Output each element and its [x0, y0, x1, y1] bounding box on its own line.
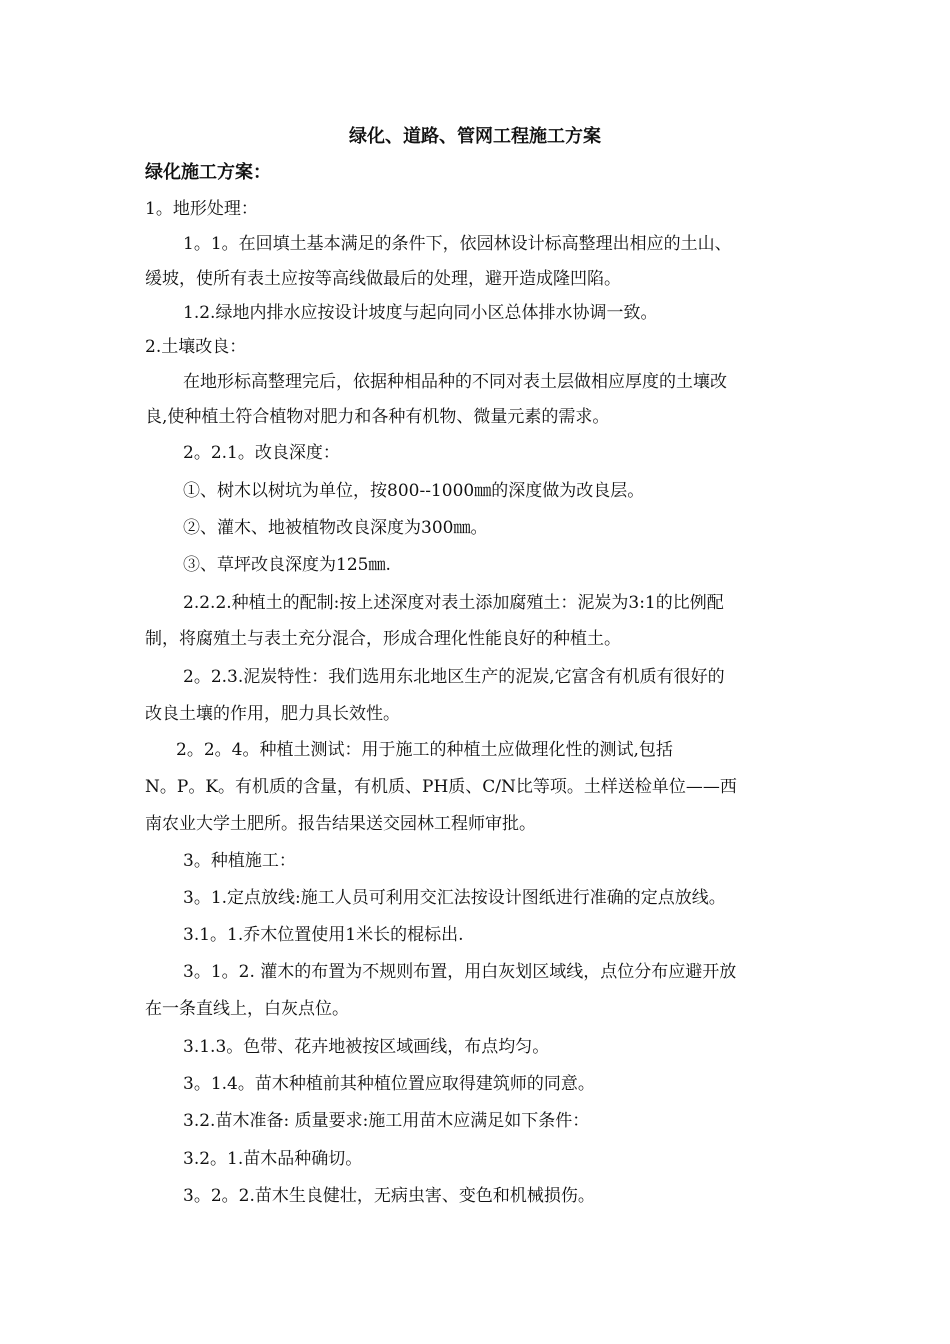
text-line: N。P。K。有机质的含量，有机质、PH质、C/N比等项。土样送检单位——西 [145, 777, 737, 797]
section-heading: 绿化施工方案： [145, 162, 271, 183]
text-line: 2.土壤改良： [145, 337, 247, 357]
text-line: 3。种植施工： [183, 851, 296, 871]
text-line: 3.2。1.苗木品种确切。 [183, 1149, 363, 1169]
text-line: 2.2.2.种植土的配制:按上述深度对表土添加腐殖土：泥炭为3:1的比例配 [183, 593, 724, 613]
text-line: 3。1.定点放线:施工人员可利用交汇法按设计图纸进行准确的定点放线。 [183, 888, 726, 908]
text-line: 缓坡，使所有表土应按等高线做最后的处理，避开造成隆凹陷。 [145, 269, 621, 289]
text-line: 在一条直线上，白灰点位。 [145, 999, 349, 1019]
text-line: 1。1。在回填土基本满足的条件下，依园林设计标高整理出相应的土山、 [183, 234, 732, 254]
text-line: 3.1.3。色带、花卉地被按区域画线，布点均匀。 [183, 1037, 550, 1057]
text-line: 3。1.4。苗木种植前其种植位置应取得建筑师的同意。 [183, 1074, 595, 1094]
text-line: 制，将腐殖土与表土充分混合，形成合理化性能良好的种植土。 [145, 629, 621, 649]
text-line: 1。地形处理： [145, 199, 258, 219]
text-line: 3。2。2.苗木生良健壮，无病虫害、变色和机械损伤。 [183, 1186, 595, 1206]
text-line: 2。2.3.泥炭特性：我们选用东北地区生产的泥炭,它富含有机质有很好的 [183, 667, 725, 687]
text-line: 2。2.1。改良深度： [183, 443, 340, 463]
text-line: ②、灌木、地被植物改良深度为300㎜。 [183, 518, 488, 538]
text-line: 2。2。4。种植土测试：用于施工的种植土应做理化性的测试,包括 [176, 740, 673, 760]
text-line: 南农业大学土肥所。报告结果送交园林工程师审批。 [145, 814, 536, 834]
text-line: 在地形标高整理完后，依据种相品种的不同对表土层做相应厚度的土壤改 [183, 372, 727, 392]
document-title: 绿化、道路、管网工程施工方案 [349, 126, 601, 147]
text-line: 1.2.绿地内排水应按设计坡度与起向同小区总体排水协调一致。 [183, 303, 658, 323]
text-line: ③、草坪改良深度为125㎜. [183, 555, 391, 575]
text-line: ①、树木以树坑为单位，按800--1000㎜的深度做为改良层。 [183, 481, 645, 501]
text-line: 良,使种植土符合植物对肥力和各种有机物、微量元素的需求。 [145, 407, 610, 427]
text-line: 改良土壤的作用，肥力具长效性。 [145, 704, 400, 724]
text-line: 3。1。2. 灌木的布置为不规则布置，用白灰划区域线，点位分布应避开放 [183, 962, 737, 982]
text-line: 3.1。1.乔木位置使用1米长的棍标出. [183, 925, 464, 945]
text-line: 3.2.苗木准备: 质量要求:施工用苗木应满足如下条件： [183, 1111, 590, 1131]
